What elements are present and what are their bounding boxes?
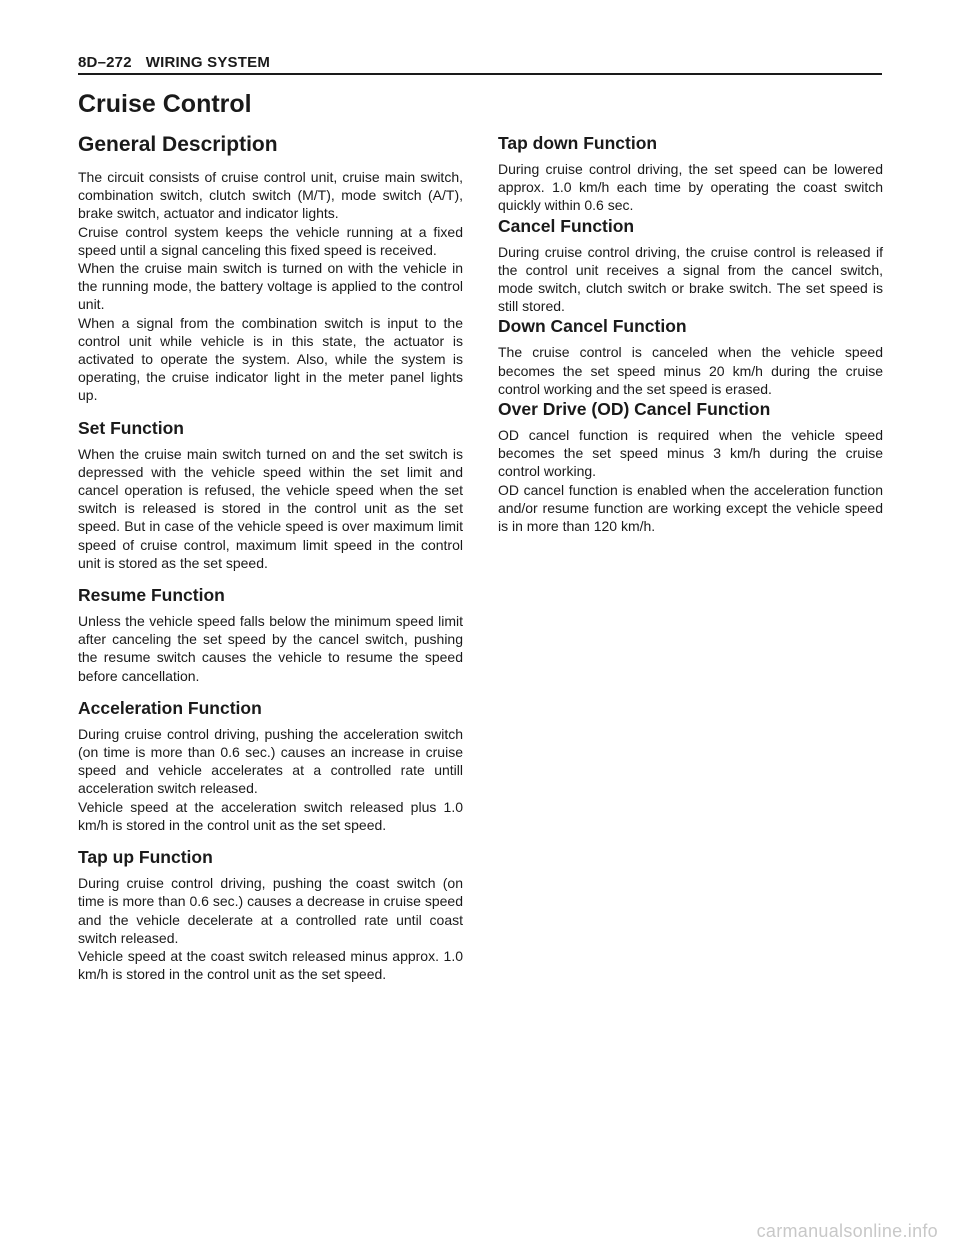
tap-up-function-section (78, 846, 463, 983)
general-description-section (78, 132, 463, 405)
cancel-function-section (498, 215, 883, 316)
subsection-heading: Tap up Function (78, 847, 213, 868)
paragraph: Unless the vehicle speed falls below the minimum speed limit after canceling the set speed by the cancel switch, pushing the resume switch causes the vehicle to resume the speed before cancellation. (78, 613, 463, 684)
watermark: carmanualsonline.info (756, 1221, 938, 1241)
paragraph: During cruise control driving, pushing the coast switch (on time is more than 0.6 sec.) causes a decrease in cruise speed and the vehicle decelerate at a controlled rate until coast switch released. (78, 875, 463, 946)
subsection-heading: Cancel Function (498, 215, 635, 236)
acceleration-function-section (78, 697, 463, 834)
page-number: 8D–272 (78, 54, 132, 71)
tap-down-function-section (498, 132, 883, 215)
paragraph: Cruise control system keeps the vehicle running at a fixed speed until a signal canceling this fixed speed is received. (78, 223, 463, 258)
page-title: Cruise Control (78, 90, 252, 118)
paragraph: When the cruise main switch turned on and the set switch is depressed with the vehicle speed within the set limit and cancel operation is refused, the vehicle speed when the set switch is released is stored in the control unit as the set speed. But in case of the vehicle speed is over maximum limit speed of cruise control, maximum limit speed in the control unit is stored as the set speed. (78, 445, 463, 571)
paragraph: The cruise control is canceled when the vehicle speed becomes the set speed minus 20 km/h during the cruise control working and the set speed is erased. (498, 344, 883, 397)
paragraph: During cruise control driving, pushing the acceleration switch (on time is more than 0.6 sec.) causes an increase in cruise speed and vehicle accelerates at a controlled rate untill acceleration switch released. (78, 725, 463, 797)
subsection-heading: Acceleration Function (78, 697, 262, 718)
paragraph: During cruise control driving, the set speed can be lowered approx. 1.0 km/h each time by operating the coast switch quickly within 0.6 sec. (498, 161, 883, 214)
down-cancel-function-section (498, 315, 883, 398)
subsection-heading: Set Function (78, 417, 184, 438)
paragraph: Vehicle speed at the acceleration switch released plus 1.0 km/h is stored in the control unit as the set speed. (78, 798, 463, 833)
page-header (78, 54, 882, 75)
subsection-heading: Over Drive (OD) Cancel Function (498, 399, 771, 420)
subsection-heading: Down Cancel Function (498, 316, 687, 337)
section-title: WIRING SYSTEM (145, 54, 271, 71)
set-function-section (78, 417, 463, 572)
od-cancel-function-section (498, 398, 883, 535)
subsection-heading: Tap down Function (498, 133, 658, 153)
paragraph: The circuit consists of cruise control unit, cruise main switch, combination switch, clutch switch (M/T), mode switch (A/T), brake switch, actuator and indicator lights. (78, 169, 463, 222)
paragraph: When a signal from the combination switch is input to the control unit while vehicle is in this state, the actuator is activated to operate the system. Also, while the system is operating, the cruise indicator light in the meter panel lights up. (78, 314, 463, 404)
right-column (498, 132, 883, 535)
paragraph: Vehicle speed at the coast switch released minus approx. 1.0 km/h is stored in the control unit as the set speed. (78, 947, 463, 983)
paragraph: During cruise control driving, the cruise control is released if the control unit receives a signal from the cancel switch, mode switch, clutch switch or brake switch. The set speed is still stored. (498, 243, 883, 315)
left-column (78, 132, 463, 983)
resume-function-section (78, 584, 463, 685)
paragraph: OD cancel function is required when the vehicle speed becomes the set speed minus 3 km/h during the cruise control working. (498, 427, 883, 480)
paragraph: When the cruise main switch is turned on with the vehicle in the running mode, the battery voltage is applied to the control unit. (78, 260, 463, 313)
section-heading: General Description (78, 133, 278, 156)
paragraph: OD cancel function is enabled when the acceleration function and/or resume function are working except the vehicle speed is in more than 120 km/h. (498, 481, 883, 535)
subsection-heading: Resume Function (78, 585, 225, 606)
